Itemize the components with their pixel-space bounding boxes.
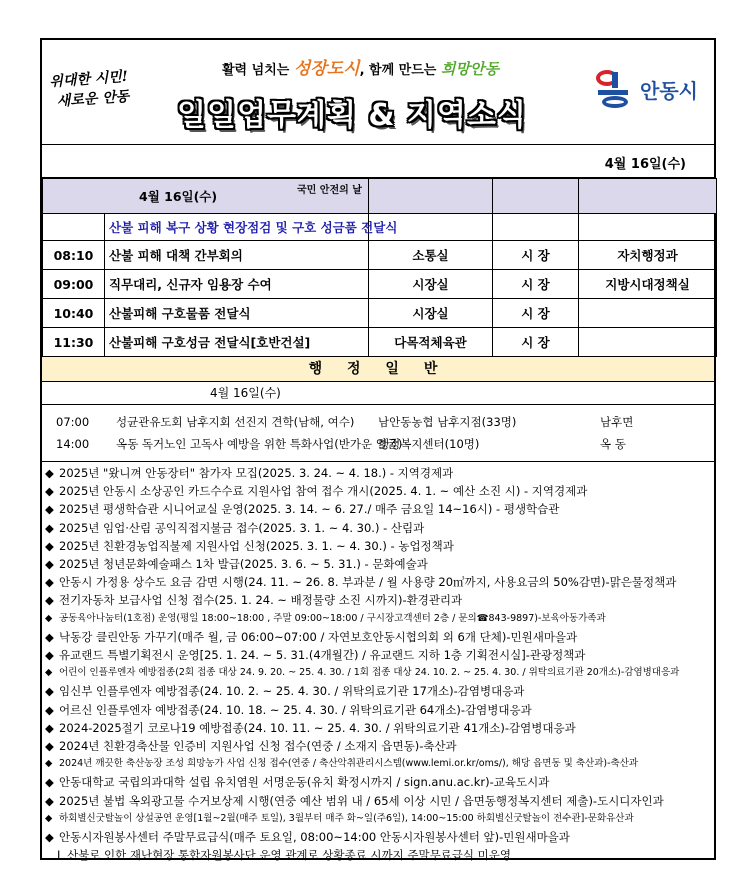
notice-item (45, 482, 714, 500)
slogan-line-1: 위대한 시민! (48, 68, 129, 91)
day-label-text: 4월 16일(수) (139, 189, 218, 204)
slogan-line-2: 새로운 안동 (56, 88, 130, 110)
notice-text: 공동육아나눔터(1호점) 운영(평일 18:00~18:00 , 주말 09:00~18:00 / 구시장고객센터 2층 / 문의☎843-9897)-보육아동가족과 (59, 612, 606, 624)
notice-item (45, 664, 714, 682)
tagline-pre: 활력 넘치는 (222, 63, 290, 78)
notice-item (45, 810, 714, 828)
notice-item (45, 519, 714, 537)
date-row (42, 145, 714, 178)
schedule-time: 09:00 (43, 270, 105, 299)
admin-event-place: 행정복지센터(10명) (378, 437, 480, 451)
table-row (43, 270, 717, 299)
diamond-bullet-icon: ◆ (45, 520, 54, 535)
list-item (42, 411, 714, 433)
admin-events (42, 405, 714, 462)
notice-item (45, 701, 714, 719)
schedule-highlight: 산불 피해 복구 상황 현장점검 및 구호 성금품 전달식 (105, 214, 369, 241)
notice-text: 하회별신굿탈놀이 상설공연 운영[1월~2월(매주 토일), 3월부터 매주 화~일(주6일), 14:00~15:00 하회별신굿탈놀이 전수관]-문화유산과 (59, 812, 634, 824)
schedule-place: 다목적체육관 (369, 328, 493, 357)
notice-item (45, 628, 714, 646)
schedule-event: 산불피해 구호물품 전달식 (105, 299, 369, 328)
diamond-bullet-icon: ◆ (45, 793, 54, 808)
schedule-day-row (43, 179, 717, 214)
admin-event-org: 옥 동 (600, 437, 626, 451)
notice-text: 안동시 가정용 상수도 요금 감면 시행(24. 11. ~ 26. 8. 부과분 / 월 사용량 20㎥까지, 사용요금의 50%감면)-맑은물정책과 (59, 575, 677, 590)
andong-logo-icon (596, 70, 636, 108)
schedule-time: 08:10 (43, 241, 105, 270)
notice-item (45, 828, 714, 846)
notice-item (45, 464, 714, 482)
schedule-attendee: 시 장 (493, 241, 579, 270)
notice-text: 2024년 친환경축산물 인증비 지원사업 신청 접수(연중 / 소재지 읍면동)-축산과 (59, 739, 457, 754)
notice-footnote: L 산불로 인한 재난현장 통합자원봉사단 운영 관계로 상황종료 시까지 주말무료급식 미운영 (57, 848, 511, 863)
admin-section-title: 행 정 일 반 (42, 357, 714, 382)
diamond-bullet-icon: ◆ (45, 775, 54, 790)
schedule-dept: 자치행정과 (579, 241, 717, 270)
notice-text: 2025년 친환경농업직불제 지원사업 신청(2025. 3. 1. ~ 4. 30.) - 농업정책과 (59, 538, 454, 553)
schedule-table (42, 178, 717, 357)
logo-text: 안동시 (640, 78, 698, 103)
diamond-bullet-icon: ◆ (45, 575, 54, 590)
schedule-time: 10:40 (43, 299, 105, 328)
schedule-place: 시장실 (369, 270, 493, 299)
schedule-highlight-row (43, 214, 717, 241)
admin-event-content: 성균관유도회 남후지회 선진지 견학(남해, 여수) (116, 415, 355, 429)
notice-text: 전기자동차 보급사업 신청 접수(25. 1. 24. ~ 배정물량 소진 시까지)-환경관리과 (59, 593, 463, 608)
notice-item (45, 719, 714, 737)
diamond-bullet-icon: ◆ (45, 739, 54, 754)
schedule-attendee: 시 장 (493, 270, 579, 299)
notice-text: 2025년 평생학습관 시니어교실 운영(2025. 3. 14. ~ 6. 27./ 매주 금요일 14~16시) - 평생학습관 (59, 502, 560, 517)
notice-text: 2024년 깨끗한 축산농장 조성 희망농가 사업 신청 접수(연중 / 축산악취관리시스템(www.lemi.or.kr/oms/), 해당 읍면동 및 축산과)-축산과 (59, 758, 639, 770)
schedule-event: 직무대리, 신규자 임용장 수여 (105, 270, 369, 299)
diamond-bullet-icon: ◆ (45, 557, 54, 572)
table-row (43, 241, 717, 270)
document-page (40, 38, 716, 863)
notice-item (45, 610, 714, 628)
notice-item (45, 773, 714, 791)
schedule-day-label (43, 179, 369, 214)
admin-event-org: 남후면 (600, 415, 634, 429)
schedule-attendee: 시 장 (493, 328, 579, 357)
notice-item (45, 646, 714, 664)
notice-text: 임신부 인플루엔자 예방접종(24. 10. 2. ~ 25. 4. 30. / 위탁의료기관 17개소)-감염병대응과 (59, 684, 525, 699)
schedule-place: 시장실 (369, 299, 493, 328)
diamond-bullet-icon: ◆ (45, 612, 53, 624)
notice-item (45, 591, 714, 609)
notice-text: 2025년 청년문화예술패스 1차 발급(2025. 3. 6. ~ 5. 31.) - 문화예술과 (59, 557, 428, 572)
notice-item (45, 792, 714, 810)
diamond-bullet-icon: ◆ (45, 720, 54, 735)
notice-text: 2025년 안동시 소상공인 카드수수료 지원사업 참여 접수 개시(2025. 4. 1. ~ 예산 소진 시) - 지역경제과 (59, 484, 588, 499)
notice-list (42, 462, 714, 864)
notice-text: 낙동강 클린안동 가꾸기(매주 월, 금 06:00~07:00 / 자연보호안동시협의회 외 6개 단체)-민원새마을과 (59, 629, 578, 644)
notice-item (45, 500, 714, 518)
schedule-event: 산불 피해 대책 간부회의 (105, 241, 369, 270)
diamond-bullet-icon: ◆ (45, 466, 54, 480)
city-slogan (49, 64, 171, 112)
diamond-bullet-icon: ◆ (45, 629, 54, 644)
notice-text: 2025년 불법 옥외광고물 수거보상제 시행(연중 예산 범위 내 / 65세 이상 시민 / 읍면동행정복지센터 제출)-도시디자인과 (59, 793, 664, 808)
notice-item (45, 682, 714, 700)
notice-text: 안동대학교 국립의과대학 설립 유치염원 서명운동(유치 확정시까지 / sign.anu.ac.kr)-교육도시과 (59, 775, 550, 790)
schedule-event: 산불피해 구호성금 전달식[호반건설] (105, 328, 369, 357)
diamond-bullet-icon: ◆ (45, 684, 54, 699)
notice-item (45, 737, 714, 755)
notice-text: 어르신 인플루엔자 예방접종(24. 10. 18. ~ 25. 4. 30. / 위탁의료기관 64개소)-감염병대응과 (59, 702, 532, 717)
notice-item (45, 555, 714, 573)
admin-event-content: 옥동 독거노인 고독사 예방을 위한 특화사업(반가운 얼굴) (116, 437, 403, 451)
notice-item (45, 755, 714, 773)
header (42, 40, 714, 145)
diamond-bullet-icon: ◆ (45, 830, 54, 845)
notice-item (45, 573, 714, 591)
diamond-bullet-icon: ◆ (45, 758, 53, 770)
notice-text: 안동시자원봉사센터 주말무료급식(매주 토요일, 08:00~14:00 안동시자원봉사센터 앞)-민원새마을과 (59, 830, 570, 845)
notice-text: 유교랜드 특별기획전시 운영[25. 1. 24. ~ 5. 31.(4개월간) / 유교랜드 지하 1층 기획전시실]-관광정책과 (59, 648, 586, 663)
tagline (222, 54, 499, 79)
notice-text: 어린이 인플루엔자 예방접종(2회 접종 대상 24. 9. 20. ~ 25. 4. 30. / 1회 접종 대상 24. 10. 2. ~ 25. 4. 30. / 위탁의료기관 20개소)-감염병대응과 (59, 667, 680, 679)
schedule-dept: 지방시대정책실 (579, 270, 717, 299)
tagline-highlight-2: 희망안동 (440, 60, 499, 78)
notice-text: 2025년 임업·산림 공익직접지불금 접수(2025. 3. 1. ~ 4. 30.) - 산림과 (59, 520, 425, 535)
city-logo (596, 70, 698, 108)
schedule-time: 11:30 (43, 328, 105, 357)
page-title: 일일업무계획 & 지역소식 (177, 98, 527, 133)
holiday-label: 국민 안전의 날 (297, 185, 362, 196)
diamond-bullet-icon: ◆ (45, 593, 54, 608)
diamond-bullet-icon: ◆ (45, 812, 53, 824)
diamond-bullet-icon: ◆ (45, 667, 53, 679)
report-date: 4월 16일(수) (604, 157, 686, 172)
schedule-dept (579, 328, 717, 357)
notice-text: 2025년 "왔니껴 안동장터" 참가자 모집(2025. 3. 24. ~ 4. 18.) - 지역경제과 (59, 466, 454, 480)
table-row (43, 299, 717, 328)
diamond-bullet-icon: ◆ (45, 702, 54, 717)
diamond-bullet-icon: ◆ (45, 648, 54, 663)
notice-item (45, 537, 714, 555)
notice-text: 2024-2025절기 코로나19 예방접종(24. 10. 11. ~ 25. 4. 30. / 위탁의료기관 41개소)-감염병대응과 (59, 720, 576, 735)
schedule-attendee: 시 장 (493, 299, 579, 328)
diamond-bullet-icon: ◆ (45, 538, 54, 553)
tagline-highlight-1: 성장도시 (293, 59, 360, 79)
diamond-bullet-icon: ◆ (45, 502, 54, 517)
diamond-bullet-icon: ◆ (45, 484, 54, 499)
admin-event-time: 14:00 (56, 437, 90, 451)
tagline-mid: , 함께 만드는 (359, 63, 437, 78)
admin-event-time: 07:00 (56, 415, 90, 429)
list-item (42, 433, 714, 455)
admin-date: 4월 16일(수) (42, 382, 714, 405)
table-row (43, 328, 717, 357)
schedule-place: 소통실 (369, 241, 493, 270)
schedule-dept (579, 299, 717, 328)
admin-event-place: 남안동농협 남후지점(33명) (378, 415, 517, 429)
